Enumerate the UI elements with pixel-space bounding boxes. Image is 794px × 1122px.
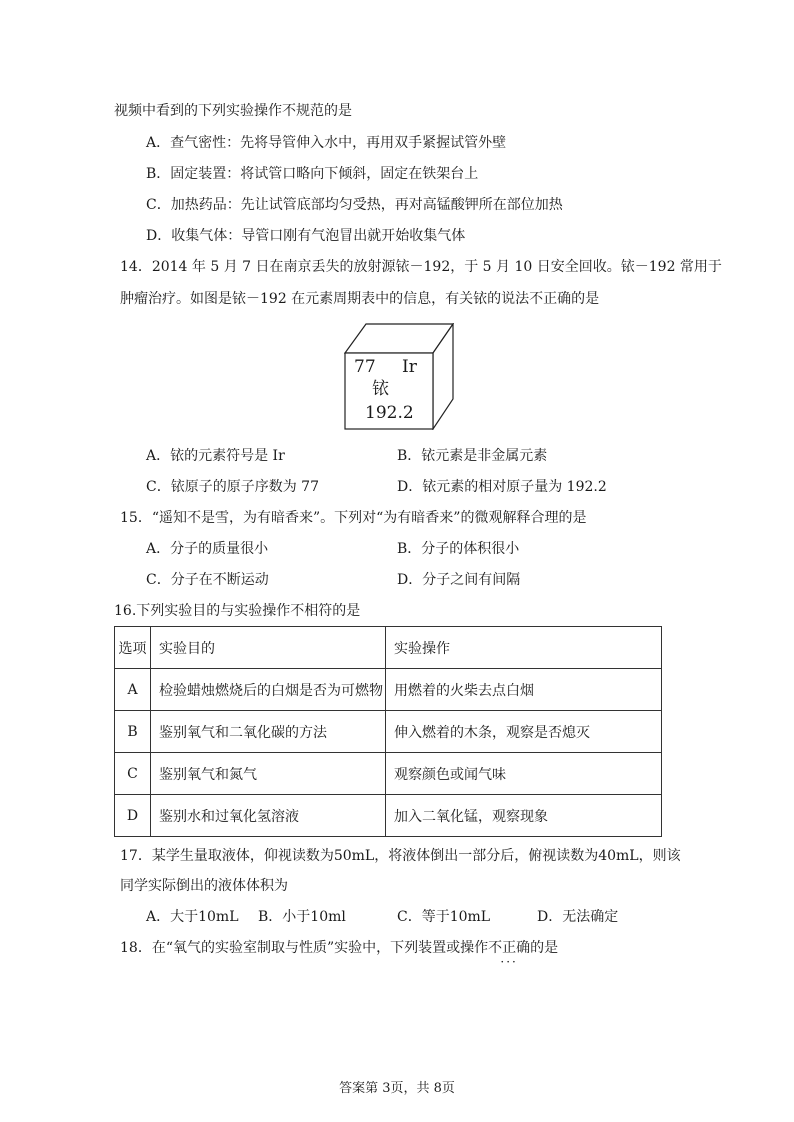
q14-option-d: D．铱元素的相对原子量为 192.2 (397, 479, 607, 495)
q14-stem-line1: 14．2014 年 5 月 7 日在南京丢失的放射源铱－192，于 5 月 10 日安全回收。铱－192 常用于 (120, 259, 722, 275)
q15-stem: 15．“遥知不是雪，为有暗香来”。下列对“为有暗香来”的微观解释合理的是 (120, 510, 587, 526)
table-header-row (115, 627, 662, 669)
table-row (115, 669, 662, 711)
table-cell-operation: 加入二氧化锰，观察现象 (386, 795, 662, 837)
q14-option-b: B．铱元素是非金属元素 (397, 448, 548, 464)
page-footer: 答案第 3页，共 8页 (339, 1081, 455, 1096)
table-cell-purpose: 检验蜡烛燃烧后的白烟是否为可燃物 (151, 669, 386, 711)
q15-option-a: A．分子的质量很小 (146, 541, 269, 557)
table-cell-purpose: 鉴别水和过氧化氢溶液 (151, 795, 386, 837)
table-row (115, 711, 662, 753)
q15-option-c: C．分子在不断运动 (146, 572, 269, 588)
table-header-purpose: 实验目的 (151, 627, 386, 669)
q16-stem: 16.下列实验目的与实验操作不相符的是 (114, 603, 361, 619)
q18-stem (120, 938, 558, 958)
table-row (115, 795, 662, 837)
q16-table (114, 626, 662, 837)
table-cell-option: C (115, 753, 151, 795)
q13-option-b: B．固定装置：将试管口略向下倾斜，固定在铁架台上 (146, 166, 479, 182)
table-header-operation: 实验操作 (386, 627, 662, 669)
table-cell-purpose: 鉴别氧气和二氧化碳的方法 (151, 711, 386, 753)
q14-stem-line2: 肿瘤治疗。如图是铱－192 在元素周期表中的信息，有关铱的说法不正确的是 (120, 291, 600, 307)
q18-stem-post: 的是 (530, 940, 559, 956)
table-cell-option: B (115, 711, 151, 753)
q14-option-a: A．铱的元素符号是 Ir (146, 448, 285, 464)
element-name: 铱 (372, 379, 389, 399)
q17-option-b: B．小于10ml (258, 909, 346, 925)
table-header-option: 选项 (115, 627, 151, 669)
table-cell-option: A (115, 669, 151, 711)
periodic-element-cube (344, 323, 454, 430)
q17-option-d: D．无法确定 (537, 909, 619, 925)
q13-option-c: C．加热药品：先让试管底部均匀受热，再对高锰酸钾所在部位加热 (146, 197, 563, 213)
q17-option-c: C．等于10mL (397, 909, 491, 925)
table-cell-operation: 观察颜色或闻气味 (386, 753, 662, 795)
table-cell-operation: 用燃着的火柴去点白烟 (386, 669, 662, 711)
table-cell-operation: 伸入燃着的木条，观察是否熄灭 (386, 711, 662, 753)
atomic-mass: 192.2 (365, 403, 414, 423)
q18-stem-emphasis: 不正确 ··· (488, 938, 530, 958)
q14-option-c: C．铱原子的原子序数为 77 (146, 479, 319, 495)
q15-option-b: B．分子的体积很小 (397, 541, 520, 557)
q13-stem-tail: 视频中看到的下列实验操作不规范的是 (114, 103, 352, 119)
q13-option-a: A．查气密性：先将导管伸入水中，再用双手紧握试管外壁 (146, 135, 507, 151)
atomic-number: 77 (354, 357, 376, 377)
table-cell-purpose: 鉴别氧气和氮气 (151, 753, 386, 795)
element-symbol: Ir (402, 357, 417, 377)
q17-stem-line1: 17．某学生量取液体，仰视读数为50mL，将液体倒出一部分后，俯视读数为40mL，则该 (120, 848, 681, 864)
q15-option-d: D．分子之间有间隔 (397, 572, 521, 588)
q17-stem-line2: 同学实际倒出的液体体积为 (120, 878, 288, 894)
table-row (115, 753, 662, 795)
q18-stem-pre: 18．在“氧气的实验室制取与性质”实验中，下列装置或操作 (120, 940, 489, 956)
q17-option-a: A．大于10mL (146, 909, 239, 925)
q13-option-d: D．收集气体：导管口刚有气泡冒出就开始收集气体 (146, 228, 466, 244)
table-cell-option: D (115, 795, 151, 837)
